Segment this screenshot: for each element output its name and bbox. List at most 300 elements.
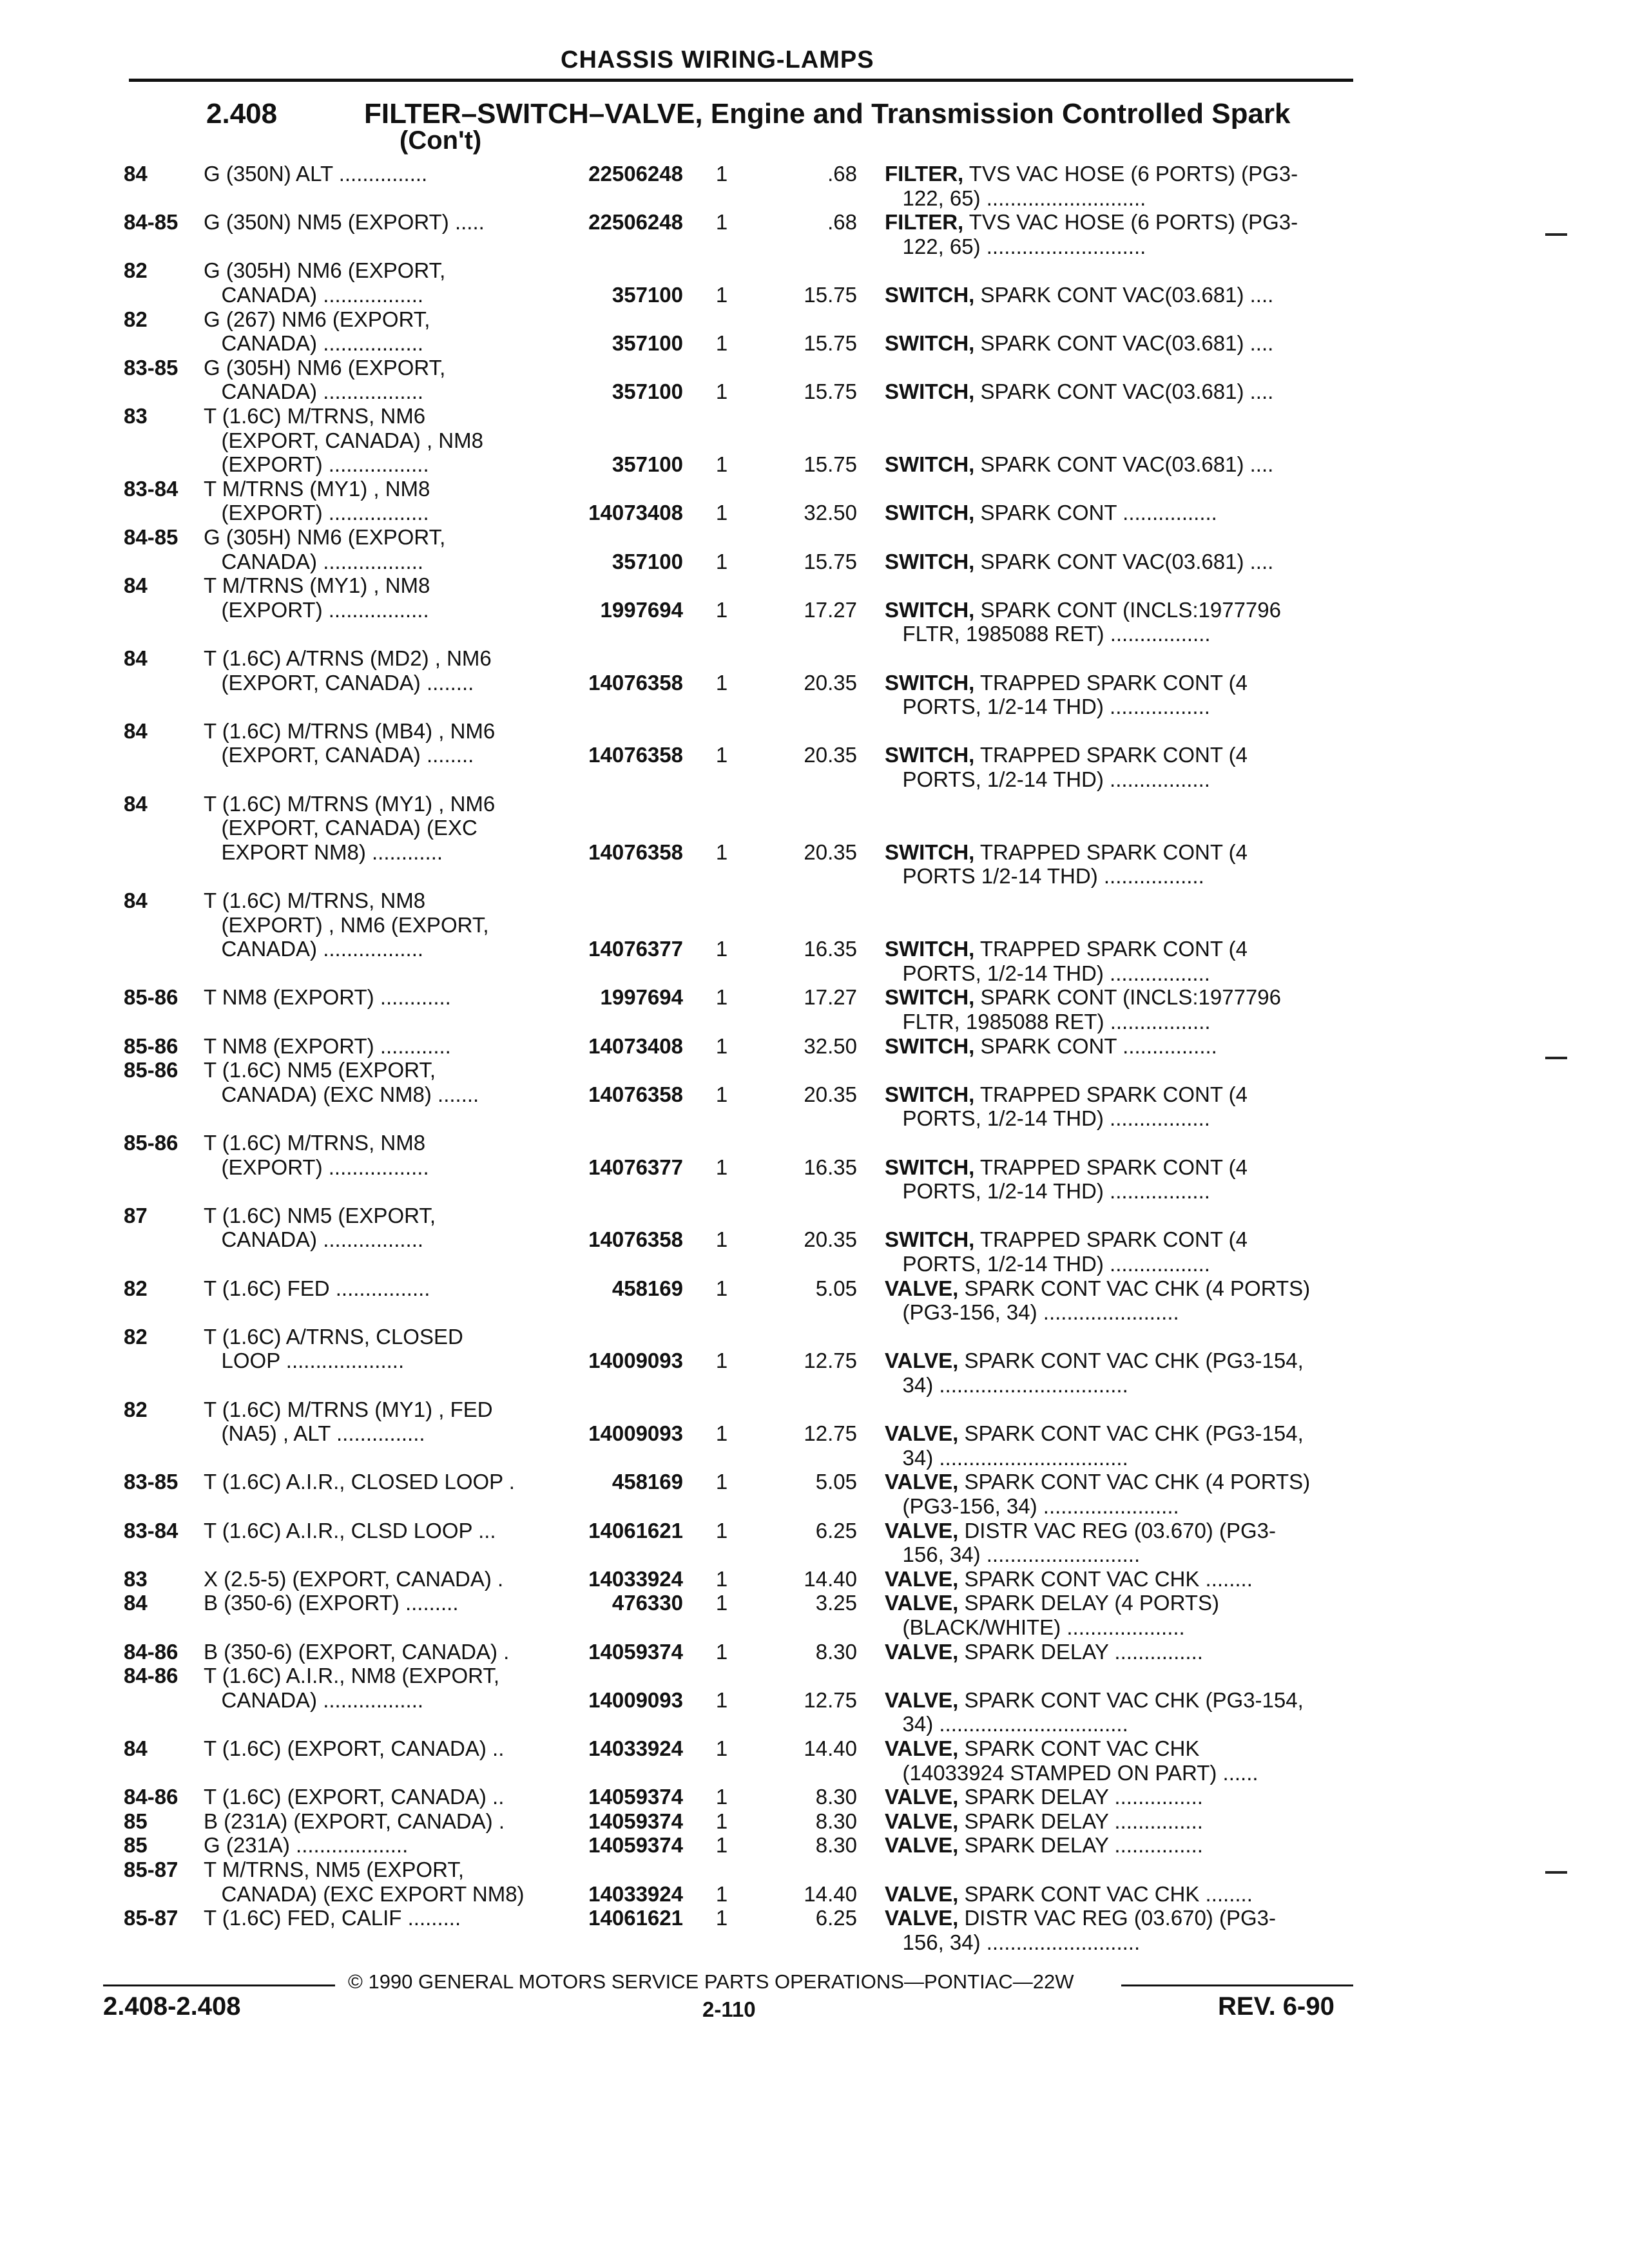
entry-price: 5.05 xyxy=(815,1276,857,1300)
entry-description xyxy=(885,1639,1355,1665)
entry-year: 83 xyxy=(124,1566,148,1591)
entry-application: (EXPORT, CANADA) (EXC xyxy=(204,816,477,840)
entry-description-continued: PORTS, 1/2-14 THD) ................. xyxy=(885,695,1210,719)
entry-description xyxy=(885,331,1355,356)
entry-price: 20.35 xyxy=(804,1082,857,1106)
entry-description-keyword: VALVE, xyxy=(885,1470,959,1494)
entry-part-number: 357100 xyxy=(612,549,683,573)
entry-application: T (1.6C) FED, CALIF ......... xyxy=(204,1906,461,1930)
entry-year: 82 xyxy=(124,307,148,331)
entry-part-number: 476330 xyxy=(612,1591,683,1615)
entry-application: EXPORT NM8) ............ xyxy=(204,840,443,864)
entry-application: T (1.6C) A.I.R., CLSD LOOP ... xyxy=(204,1518,496,1542)
entry-part-number: 357100 xyxy=(612,380,683,404)
entry-application: CANADA) (EXC NM8) ....... xyxy=(204,1082,479,1106)
entry-application: (EXPORT) ................. xyxy=(204,452,429,477)
entry-quantity: 1 xyxy=(715,840,728,864)
entry-part-number: 14009093 xyxy=(588,1687,683,1712)
entry-description-continued: PORTS, 1/2-14 THD) ................. xyxy=(885,1252,1210,1276)
entry-description-keyword: VALVE, xyxy=(885,1736,959,1760)
entry-quantity: 1 xyxy=(715,1881,728,1906)
entry-price: 12.75 xyxy=(804,1349,857,1373)
entry-description xyxy=(885,1421,1355,1446)
entry-description xyxy=(885,1155,1355,1180)
entry-description-text: SPARK DELAY ............... xyxy=(958,1639,1203,1664)
entry-description-keyword: VALVE, xyxy=(885,1687,959,1712)
entry-description-text: SPARK CONT VAC(03.681) .... xyxy=(974,452,1274,477)
entry-application: T M/TRNS (MY1) , NM8 xyxy=(204,573,430,598)
entry-description-text: TRAPPED SPARK CONT (4 xyxy=(974,840,1248,864)
entry-application: CANADA) ................. xyxy=(204,1227,424,1252)
entry-year: 83-85 xyxy=(124,355,178,380)
entry-description xyxy=(885,1832,1355,1858)
entry-description xyxy=(885,936,1355,962)
entry-description xyxy=(885,209,1355,235)
entry-application: G (305H) NM6 (EXPORT, xyxy=(204,258,446,283)
entry-description xyxy=(885,1590,1355,1616)
entry-part-number: 14073408 xyxy=(588,1033,683,1058)
entry-application: CANADA) ................. xyxy=(204,937,424,961)
entry-price: 20.35 xyxy=(804,1227,857,1252)
entry-description-continued: PORTS, 1/2-14 THD) ................. xyxy=(885,1106,1210,1131)
footer-section-range: 2.408-2.408 xyxy=(103,1992,241,2021)
entry-application: LOOP .................... xyxy=(204,1349,405,1373)
entry-description-text: SPARK DELAY ............... xyxy=(958,1833,1203,1858)
entry-year: 84 xyxy=(124,573,148,598)
entry-description-continued: (14033924 STAMPED ON PART) ...... xyxy=(885,1760,1258,1785)
entry-description-keyword: VALVE, xyxy=(885,1906,959,1930)
entry-quantity: 1 xyxy=(715,283,728,307)
entry-application: T (1.6C) NM5 (EXPORT, xyxy=(204,1203,436,1227)
entry-quantity: 1 xyxy=(715,1639,728,1664)
entry-description-text: TRAPPED SPARK CONT (4 xyxy=(974,1227,1248,1252)
entry-application: T M/TRNS (MY1) , NM8 xyxy=(204,476,430,501)
entry-part-number: 14076358 xyxy=(588,743,683,767)
entry-description-continued: PORTS, 1/2-14 THD) ................. xyxy=(885,767,1210,791)
entry-description xyxy=(885,1905,1355,1931)
entry-year: 84-86 xyxy=(124,1639,178,1664)
entry-description xyxy=(885,1809,1355,1834)
entry-application: G (350N) ALT ............... xyxy=(204,162,428,186)
entry-description-continued: (PG3-156, 34) ....................... xyxy=(885,1300,1179,1325)
entry-description-keyword: SWITCH, xyxy=(885,501,975,525)
entry-application: CANADA) ................. xyxy=(204,283,424,307)
entry-quantity: 1 xyxy=(715,1906,728,1930)
entry-quantity: 1 xyxy=(715,1591,728,1615)
entry-price: 32.50 xyxy=(804,1033,857,1058)
entry-price: 20.35 xyxy=(804,670,857,695)
entry-description-text: SPARK CONT VAC(03.681) .... xyxy=(974,331,1274,356)
entry-description-continued: 34) ................................ xyxy=(885,1445,1128,1470)
footer-copyright: © 1990 GENERAL MOTORS SERVICE PARTS OPERATIONS—PONTIAC—22W xyxy=(348,1970,1074,1993)
edge-mark xyxy=(1545,1871,1567,1874)
entry-description-keyword: SWITCH, xyxy=(885,1033,975,1058)
entry-quantity: 1 xyxy=(715,1809,728,1833)
entry-quantity: 1 xyxy=(715,380,728,404)
entry-description xyxy=(885,549,1355,575)
entry-application: T (1.6C) FED ................ xyxy=(204,1276,430,1300)
entry-description-keyword: VALVE, xyxy=(885,1785,959,1809)
entry-quantity: 1 xyxy=(715,597,728,622)
entry-description-keyword: SWITCH, xyxy=(885,549,975,573)
entry-year: 84 xyxy=(124,162,148,186)
entry-part-number: 14076377 xyxy=(588,937,683,961)
entry-application: G (305H) NM6 (EXPORT, xyxy=(204,355,446,380)
entry-quantity: 1 xyxy=(715,1155,728,1179)
entry-description-keyword: VALVE, xyxy=(885,1809,959,1833)
entry-price: 15.75 xyxy=(804,283,857,307)
entry-description-keyword: FILTER, xyxy=(885,162,964,186)
entry-description-keyword: VALVE, xyxy=(885,1881,959,1906)
entry-application: CANADA) ................. xyxy=(204,380,424,404)
entry-part-number: 22506248 xyxy=(588,210,683,235)
entry-description xyxy=(885,1566,1355,1592)
entry-part-number: 357100 xyxy=(612,331,683,356)
entry-part-number: 14076358 xyxy=(588,670,683,695)
entry-part-number: 14059374 xyxy=(588,1833,683,1858)
entry-price: 15.75 xyxy=(804,331,857,356)
entry-application: CANADA) ................. xyxy=(204,331,424,356)
entry-price: 8.30 xyxy=(815,1639,857,1664)
entry-year: 84 xyxy=(124,646,148,670)
entry-description xyxy=(885,1881,1355,1907)
entry-price: 14.40 xyxy=(804,1566,857,1591)
entry-part-number: 14076358 xyxy=(588,1227,683,1252)
entry-description-text: SPARK CONT VAC CHK (PG3-154, xyxy=(958,1421,1304,1446)
entry-year: 85 xyxy=(124,1809,148,1833)
entry-quantity: 1 xyxy=(715,1227,728,1252)
entry-year: 83 xyxy=(124,404,148,428)
entry-price: 17.27 xyxy=(804,985,857,1010)
entry-description-text: SPARK CONT VAC CHK (4 PORTS) xyxy=(958,1276,1311,1300)
entry-application: (EXPORT) , NM6 (EXPORT, xyxy=(204,912,489,937)
entry-description-text: SPARK CONT VAC CHK xyxy=(958,1736,1200,1760)
entry-description-keyword: SWITCH, xyxy=(885,452,975,477)
entry-description-text: SPARK CONT VAC CHK (4 PORTS) xyxy=(958,1470,1311,1494)
entry-application: (EXPORT) ................. xyxy=(204,597,429,622)
edge-mark xyxy=(1545,1057,1567,1059)
entry-description-keyword: VALVE, xyxy=(885,1591,959,1615)
entry-part-number: 22506248 xyxy=(588,162,683,186)
entry-application: T (1.6C) M/TRNS (MB4) , NM6 xyxy=(204,718,496,743)
entry-quantity: 1 xyxy=(715,210,728,235)
entry-description-text: SPARK DELAY ............... xyxy=(958,1785,1203,1809)
entry-description-keyword: SWITCH, xyxy=(885,283,975,307)
entry-application: CANADA) ................. xyxy=(204,1687,424,1712)
entry-quantity: 1 xyxy=(715,1421,728,1446)
entry-description-keyword: FILTER, xyxy=(885,210,964,235)
entry-year: 84-85 xyxy=(124,525,178,549)
entry-description-keyword: VALVE, xyxy=(885,1276,959,1300)
entry-description xyxy=(885,282,1355,308)
entry-part-number: 14059374 xyxy=(588,1785,683,1809)
entry-description-text: TRAPPED SPARK CONT (4 xyxy=(974,670,1248,695)
entry-year: 82 xyxy=(124,1276,148,1300)
entry-application: T (1.6C) M/TRNS (MY1) , FED xyxy=(204,1397,493,1421)
entry-description-keyword: SWITCH, xyxy=(885,380,975,404)
entry-part-number: 14061621 xyxy=(588,1906,683,1930)
entry-description-continued: PORTS, 1/2-14 THD) ................. xyxy=(885,961,1210,985)
entry-description xyxy=(885,742,1355,768)
entry-application: T (1.6C) M/TRNS, NM8 xyxy=(204,889,426,912)
entry-description-text: SPARK DELAY ............... xyxy=(958,1809,1203,1833)
entry-year: 87 xyxy=(124,1203,148,1227)
entry-part-number: 14059374 xyxy=(588,1639,683,1664)
entry-quantity: 1 xyxy=(715,1566,728,1591)
entry-description-text: SPARK CONT ................ xyxy=(974,501,1217,525)
entry-description-keyword: VALVE, xyxy=(885,1421,959,1446)
entry-description-keyword: SWITCH, xyxy=(885,840,975,864)
entry-application: T (1.6C) A.I.R., CLOSED LOOP . xyxy=(204,1470,515,1494)
entry-part-number: 14009093 xyxy=(588,1349,683,1373)
entry-quantity: 1 xyxy=(715,1349,728,1373)
entry-year: 83-84 xyxy=(124,476,178,501)
entry-quantity: 1 xyxy=(715,1518,728,1542)
entry-description-text: TVS VAC HOSE (6 PORTS) (PG3- xyxy=(963,162,1298,186)
entry-description-text: SPARK CONT (INCLS:1977796 xyxy=(974,597,1281,622)
entry-part-number: 14076358 xyxy=(588,840,683,864)
entry-quantity: 1 xyxy=(715,1736,728,1760)
entry-quantity: 1 xyxy=(715,1033,728,1058)
entry-description xyxy=(885,1082,1355,1108)
entry-description xyxy=(885,1033,1355,1059)
entry-description-text: DISTR VAC REG (03.670) (PG3- xyxy=(958,1906,1276,1930)
entry-year: 84 xyxy=(124,791,148,816)
entry-part-number: 458169 xyxy=(612,1470,683,1494)
entry-description-keyword: VALVE, xyxy=(885,1833,959,1858)
entry-price: 15.75 xyxy=(804,380,857,404)
entry-description xyxy=(885,840,1355,865)
entry-year: 83-85 xyxy=(124,1470,178,1494)
entry-description xyxy=(885,1784,1355,1810)
entry-application: B (350-6) (EXPORT) ......... xyxy=(204,1591,459,1615)
entry-description-keyword: SWITCH, xyxy=(885,597,975,622)
entry-description xyxy=(885,1736,1355,1762)
entry-application: T (1.6C) (EXPORT, CANADA) .. xyxy=(204,1736,505,1760)
entry-description-continued: FLTR, 1985088 RET) ................. xyxy=(885,622,1211,646)
section-number: 2.408 xyxy=(206,98,278,130)
entry-description-text: SPARK CONT VAC(03.681) .... xyxy=(974,549,1274,573)
entry-description-text: SPARK CONT VAC CHK ........ xyxy=(958,1566,1253,1591)
entry-description-continued: 156, 34) .......................... xyxy=(885,1542,1141,1567)
entry-application: (EXPORT) ................. xyxy=(204,1155,429,1179)
entry-part-number: 1997694 xyxy=(600,985,683,1010)
entry-quantity: 1 xyxy=(715,1470,728,1494)
entry-application: (EXPORT, CANADA) ........ xyxy=(204,670,474,695)
entry-year: 85-86 xyxy=(124,1033,178,1058)
entry-price: .68 xyxy=(827,210,857,235)
entry-quantity: 1 xyxy=(715,1276,728,1300)
entry-description-text: SPARK CONT VAC CHK (PG3-154, xyxy=(958,1349,1304,1373)
entry-application: CANADA) ................. xyxy=(204,549,424,573)
entry-application: T (1.6C) A/TRNS (MD2) , NM6 xyxy=(204,646,492,670)
entry-part-number: 14061621 xyxy=(588,1518,683,1542)
entry-description xyxy=(885,1227,1355,1253)
footer-rule-left xyxy=(103,1984,335,1986)
entry-price: 8.30 xyxy=(815,1809,857,1833)
entry-price: 20.35 xyxy=(804,743,857,767)
entry-description-keyword: SWITCH, xyxy=(885,985,975,1010)
section-title: FILTER–SWITCH–VALVE, Engine and Transmission Controlled Spark xyxy=(364,98,1291,130)
entry-quantity: 1 xyxy=(715,1687,728,1712)
entry-quantity: 1 xyxy=(715,162,728,186)
entry-application: CANADA) (EXC EXPORT NM8) xyxy=(204,1881,525,1906)
entry-description xyxy=(885,1518,1355,1544)
entry-description-text: SPARK CONT VAC(03.681) .... xyxy=(974,283,1274,307)
entry-description-continued: 122, 65) ........................... xyxy=(885,234,1146,258)
entry-description xyxy=(885,597,1355,623)
entry-application: G (350N) NM5 (EXPORT) ..... xyxy=(204,210,485,235)
entry-price: 6.25 xyxy=(815,1518,857,1542)
entry-description-continued: 122, 65) ........................... xyxy=(885,186,1146,210)
entry-price: 8.30 xyxy=(815,1785,857,1809)
entry-description xyxy=(885,1469,1355,1495)
entry-application: (EXPORT, CANADA) , NM8 xyxy=(204,428,483,452)
entry-description-continued: FLTR, 1985088 RET) ................. xyxy=(885,1010,1211,1033)
entry-description-continued: (BLACK/WHITE) .................... xyxy=(885,1615,1185,1639)
entry-description-continued: PORTS, 1/2-14 THD) ................. xyxy=(885,1179,1210,1204)
entry-part-number: 1997694 xyxy=(600,597,683,622)
entry-price: 12.75 xyxy=(804,1421,857,1446)
entry-year: 85 xyxy=(124,1833,148,1858)
entry-price: 3.25 xyxy=(815,1591,857,1615)
entry-year: 83-84 xyxy=(124,1518,178,1542)
entry-year: 82 xyxy=(124,1397,148,1421)
entry-year: 85-86 xyxy=(124,985,178,1010)
page-title: CHASSIS WIRING-LAMPS xyxy=(561,46,874,73)
entry-description xyxy=(885,1348,1355,1374)
entry-quantity: 1 xyxy=(715,670,728,695)
entry-description xyxy=(885,670,1355,696)
entry-quantity: 1 xyxy=(715,331,728,356)
entry-part-number: 14033924 xyxy=(588,1881,683,1906)
entry-description xyxy=(885,379,1355,405)
entry-price: 14.40 xyxy=(804,1881,857,1906)
entry-description xyxy=(885,452,1355,477)
entry-application: G (305H) NM6 (EXPORT, xyxy=(204,525,446,549)
entry-description-keyword: VALVE, xyxy=(885,1518,959,1542)
entry-price: 16.35 xyxy=(804,937,857,961)
entry-year: 84 xyxy=(124,718,148,743)
entry-year: 84 xyxy=(124,889,148,912)
entry-description-keyword: VALVE, xyxy=(885,1349,959,1373)
entry-price: 17.27 xyxy=(804,597,857,622)
entry-year: 84 xyxy=(124,1736,148,1760)
entry-part-number: 14073408 xyxy=(588,501,683,525)
entry-description xyxy=(885,985,1355,1010)
entry-year: 85-87 xyxy=(124,1858,178,1881)
entry-description-text: SPARK CONT ................ xyxy=(974,1033,1217,1058)
entry-part-number: 357100 xyxy=(612,452,683,477)
footer-page-number: 2-110 xyxy=(702,1997,756,2021)
entry-description-keyword: VALVE, xyxy=(885,1639,959,1664)
entry-part-number: 14033924 xyxy=(588,1566,683,1591)
entry-description-text: TRAPPED SPARK CONT (4 xyxy=(974,1082,1248,1106)
entry-price: 5.05 xyxy=(815,1470,857,1494)
entry-application: T NM8 (EXPORT) ............ xyxy=(204,985,451,1010)
entry-part-number: 14059374 xyxy=(588,1809,683,1833)
entry-price: 20.35 xyxy=(804,840,857,864)
entry-description-text: TRAPPED SPARK CONT (4 xyxy=(974,743,1248,767)
entry-application: X (2.5-5) (EXPORT, CANADA) . xyxy=(204,1566,504,1591)
footer-rule-right xyxy=(1121,1984,1353,1986)
entry-description-keyword: SWITCH, xyxy=(885,1227,975,1252)
entry-quantity: 1 xyxy=(715,937,728,961)
entry-application: T (1.6C) M/TRNS, NM8 xyxy=(204,1131,426,1155)
entry-description xyxy=(885,500,1355,526)
entry-description-keyword: SWITCH, xyxy=(885,1155,975,1179)
entry-part-number: 14076358 xyxy=(588,1082,683,1106)
entry-application: G (231A) ................... xyxy=(204,1833,409,1858)
section-continued: (Con't) xyxy=(400,126,482,155)
entry-description-keyword: SWITCH, xyxy=(885,1082,975,1106)
entry-application: T (1.6C) M/TRNS, NM6 xyxy=(204,404,426,428)
entry-description-text: SPARK CONT VAC CHK ........ xyxy=(958,1881,1253,1906)
entry-year: 85-86 xyxy=(124,1058,178,1082)
entry-description-keyword: SWITCH, xyxy=(885,937,975,961)
entry-description xyxy=(885,1276,1355,1302)
entry-application: T (1.6C) NM5 (EXPORT, xyxy=(204,1058,436,1082)
entry-quantity: 1 xyxy=(715,501,728,525)
entry-description-text: SPARK CONT VAC(03.681) .... xyxy=(974,380,1274,404)
entry-price: 6.25 xyxy=(815,1906,857,1930)
entry-description xyxy=(885,161,1355,187)
entry-year: 84-85 xyxy=(124,210,178,235)
entry-year: 82 xyxy=(124,1324,148,1349)
entry-price: 16.35 xyxy=(804,1155,857,1179)
entry-application: T (1.6C) (EXPORT, CANADA) .. xyxy=(204,1785,505,1809)
entry-description-continued: (PG3-156, 34) ....................... xyxy=(885,1494,1179,1518)
entry-price: 15.75 xyxy=(804,549,857,573)
entry-description-continued: 156, 34) .......................... xyxy=(885,1930,1141,1954)
entry-description-keyword: VALVE, xyxy=(885,1566,959,1591)
entry-price: 15.75 xyxy=(804,452,857,477)
entry-quantity: 1 xyxy=(715,549,728,573)
entry-year: 84-86 xyxy=(124,1664,178,1688)
edge-mark xyxy=(1545,233,1567,236)
entry-application: (EXPORT) ................. xyxy=(204,501,429,525)
entry-description-text: TRAPPED SPARK CONT (4 xyxy=(974,937,1248,961)
entry-application: T NM8 (EXPORT) ............ xyxy=(204,1033,451,1058)
entry-description-continued: 34) ................................ xyxy=(885,1373,1128,1397)
entry-application: (EXPORT, CANADA) ........ xyxy=(204,743,474,767)
entry-price: .68 xyxy=(827,162,857,186)
entry-quantity: 1 xyxy=(715,1785,728,1809)
entry-description-text: TVS VAC HOSE (6 PORTS) (PG3- xyxy=(963,210,1298,235)
entry-description-continued: 34) ................................ xyxy=(885,1712,1128,1736)
entry-quantity: 1 xyxy=(715,1833,728,1858)
entry-description xyxy=(885,1687,1355,1713)
entry-description-continued: PORTS 1/2-14 THD) ................. xyxy=(885,864,1204,889)
entry-application: (NA5) , ALT ............... xyxy=(204,1421,425,1446)
entry-quantity: 1 xyxy=(715,743,728,767)
entry-part-number: 14076377 xyxy=(588,1155,683,1179)
entry-quantity: 1 xyxy=(715,1082,728,1106)
entry-application: T (1.6C) A/TRNS, CLOSED xyxy=(204,1324,463,1349)
entry-quantity: 1 xyxy=(715,452,728,477)
entry-description-keyword: SWITCH, xyxy=(885,670,975,695)
footer-revision: REV. 6-90 xyxy=(1218,1992,1335,2021)
entry-application: T M/TRNS, NM5 (EXPORT, xyxy=(204,1858,464,1881)
entry-year: 84-86 xyxy=(124,1785,178,1809)
entry-quantity: 1 xyxy=(715,985,728,1010)
entry-price: 12.75 xyxy=(804,1687,857,1712)
entry-application: G (267) NM6 (EXPORT, xyxy=(204,307,430,331)
entry-application: B (231A) (EXPORT, CANADA) . xyxy=(204,1809,505,1833)
entry-year: 85-86 xyxy=(124,1131,178,1155)
entry-part-number: 14009093 xyxy=(588,1421,683,1446)
entry-year: 84 xyxy=(124,1591,148,1615)
